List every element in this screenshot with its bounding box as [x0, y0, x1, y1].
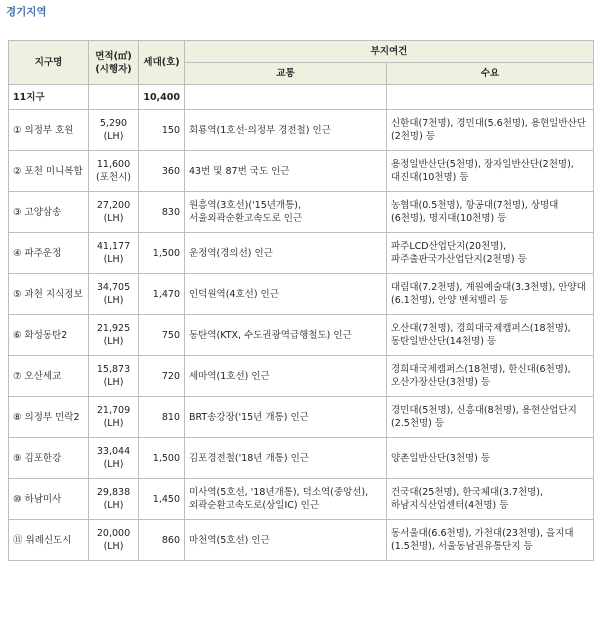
area-value: 21,925: [96, 323, 131, 334]
households-cell: 810: [139, 397, 185, 438]
area-value: 33,044: [96, 446, 131, 457]
developer-value: (LH): [103, 254, 124, 265]
table-row: [9, 520, 594, 561]
district-name: ⑪ 위례신도시: [9, 520, 89, 561]
total-row: [9, 85, 594, 110]
district-name: ① 의정부 호원: [9, 110, 89, 151]
area-value: 5,290: [99, 118, 128, 129]
developer-value: (LH): [103, 418, 124, 429]
area-value: 11,600: [96, 159, 131, 170]
table-row: [9, 110, 594, 151]
table-row: [9, 438, 594, 479]
header-district: 지구명: [9, 41, 89, 85]
area-cell: [89, 110, 139, 151]
households-cell: 1,500: [139, 438, 185, 479]
households-cell: 1,470: [139, 274, 185, 315]
area-cell: [89, 356, 139, 397]
total-households: 10,400: [139, 85, 185, 110]
demand-cell: 경민대(5천명), 신흥대(8천명), 용현산업단지(2.5천명) 등: [387, 397, 594, 438]
area-cell: [89, 315, 139, 356]
header-conditions: 부지여건: [185, 41, 594, 63]
total-name: 11지구: [9, 85, 89, 110]
households-cell: 150: [139, 110, 185, 151]
traffic-cell: 세마역(1호선) 인근: [185, 356, 387, 397]
households-cell: 830: [139, 192, 185, 233]
area-value: 21,709: [96, 405, 131, 416]
area-cell: [89, 438, 139, 479]
households-cell: 720: [139, 356, 185, 397]
households-cell: 1,500: [139, 233, 185, 274]
district-name: ⑧ 의정부 민락2: [9, 397, 89, 438]
traffic-cell: 회룡역(1호선·의정부 경전철) 인근: [185, 110, 387, 151]
demand-cell: 오산대(7천명), 경희대국제캠퍼스(18천명), 동탄일반산단(14천명) 등: [387, 315, 594, 356]
housing-site-table: [8, 40, 594, 561]
table-body: [9, 85, 594, 561]
demand-cell: 대림대(7.2천명), 계원예술대(3.3천명), 안양대(6.1천명), 안양 벤처밸리 등: [387, 274, 594, 315]
district-name: ⑤ 과천 지식정보: [9, 274, 89, 315]
demand-cell: 신한대(7천명), 경민대(5.6천명), 용현일반산단(2천명) 등: [387, 110, 594, 151]
table-row: [9, 274, 594, 315]
table-row: [9, 479, 594, 520]
section-title: 경기지역: [6, 6, 47, 18]
demand-cell: 경희대국제캠퍼스(18천명), 한신대(6천명), 오산가장산단(3천명) 등: [387, 356, 594, 397]
traffic-cell: 원흥역(3호선)('15년개통), 서울외곽순환고속도로 인근: [185, 192, 387, 233]
households-cell: 860: [139, 520, 185, 561]
households-cell: 750: [139, 315, 185, 356]
area-value: 27,200: [96, 200, 131, 211]
area-cell: [89, 192, 139, 233]
developer-value: (LH): [103, 213, 124, 224]
developer-value: (LH): [103, 336, 124, 347]
district-name: ③ 고양삼송: [9, 192, 89, 233]
area-cell: [89, 520, 139, 561]
traffic-cell: 마천역(5호선) 인근: [185, 520, 387, 561]
developer-value: (LH): [103, 459, 124, 470]
demand-cell: 용정일반산단(5천명), 장자일반산단(2천명), 대진대(10천명) 등: [387, 151, 594, 192]
district-name: ④ 파주운정: [9, 233, 89, 274]
traffic-cell: 인덕원역(4호선) 인근: [185, 274, 387, 315]
table-row: [9, 397, 594, 438]
table-row: [9, 356, 594, 397]
district-name: ⑩ 하남미사: [9, 479, 89, 520]
households-cell: 1,450: [139, 479, 185, 520]
district-name: ⑨ 김포한강: [9, 438, 89, 479]
developer-value: (LH): [103, 131, 124, 142]
area-cell: [89, 479, 139, 520]
table-row: [9, 151, 594, 192]
developer-value: (LH): [103, 500, 124, 511]
area-value: 20,000: [96, 528, 131, 539]
developer-value: (LH): [103, 377, 124, 388]
header-area-sub: (시행자): [95, 63, 132, 75]
area-cell: [89, 233, 139, 274]
header-demand: 수요: [387, 63, 594, 85]
demand-cell: 양촌일반산단(3천명) 등: [387, 438, 594, 479]
table-row: [9, 192, 594, 233]
developer-value: (LH): [103, 541, 124, 552]
traffic-cell: 43번 및 87번 국도 인근: [185, 151, 387, 192]
traffic-cell: 미사역(5호선, '18년개통), 덕소역(중앙선), 외곽순환고속도로(상일IC) 인근: [185, 479, 387, 520]
area-cell: [89, 274, 139, 315]
total-demand: [387, 85, 594, 110]
area-value: 41,177: [96, 241, 131, 252]
traffic-cell: 운정역(경의선) 인근: [185, 233, 387, 274]
traffic-cell: BRT송강장('15년 개통) 인근: [185, 397, 387, 438]
district-name: ⑥ 화성동탄2: [9, 315, 89, 356]
header-households: 세대(호): [139, 41, 185, 85]
header-area: [89, 41, 139, 85]
developer-value: (포천시): [96, 172, 131, 183]
area-cell: [89, 151, 139, 192]
traffic-cell: 동탄역(KTX, 수도권광역급행철도) 인근: [185, 315, 387, 356]
developer-value: (LH): [103, 295, 124, 306]
table-row: [9, 233, 594, 274]
area-value: 34,705: [96, 282, 131, 293]
demand-cell: 동서울대(6.6천명), 가천대(23천명), 을지대(1.5천명), 서울동남권유통단지 등: [387, 520, 594, 561]
households-cell: 360: [139, 151, 185, 192]
area-value: 15,873: [96, 364, 131, 375]
district-name: ② 포천 미니복합: [9, 151, 89, 192]
header-area-label: 면적(㎡): [95, 50, 132, 62]
table-row: [9, 315, 594, 356]
header-traffic: 교통: [185, 63, 387, 85]
total-area: [89, 85, 139, 110]
district-name: ⑦ 오산세교: [9, 356, 89, 397]
demand-cell: 농협대(0.5천명), 항공대(7천명), 상명대(6천명), 명지대(10천명) 등: [387, 192, 594, 233]
area-cell: [89, 397, 139, 438]
traffic-cell: 김포경전철('18년 개통) 인근: [185, 438, 387, 479]
area-value: 29,838: [96, 487, 131, 498]
demand-cell: 파주LCD산업단지(20천명), 파주출판국가산업단지(2천명) 등: [387, 233, 594, 274]
total-traffic: [185, 85, 387, 110]
demand-cell: 건국대(25천명), 한국체대(3.7천명), 하남지식산업센터(4천명) 등: [387, 479, 594, 520]
